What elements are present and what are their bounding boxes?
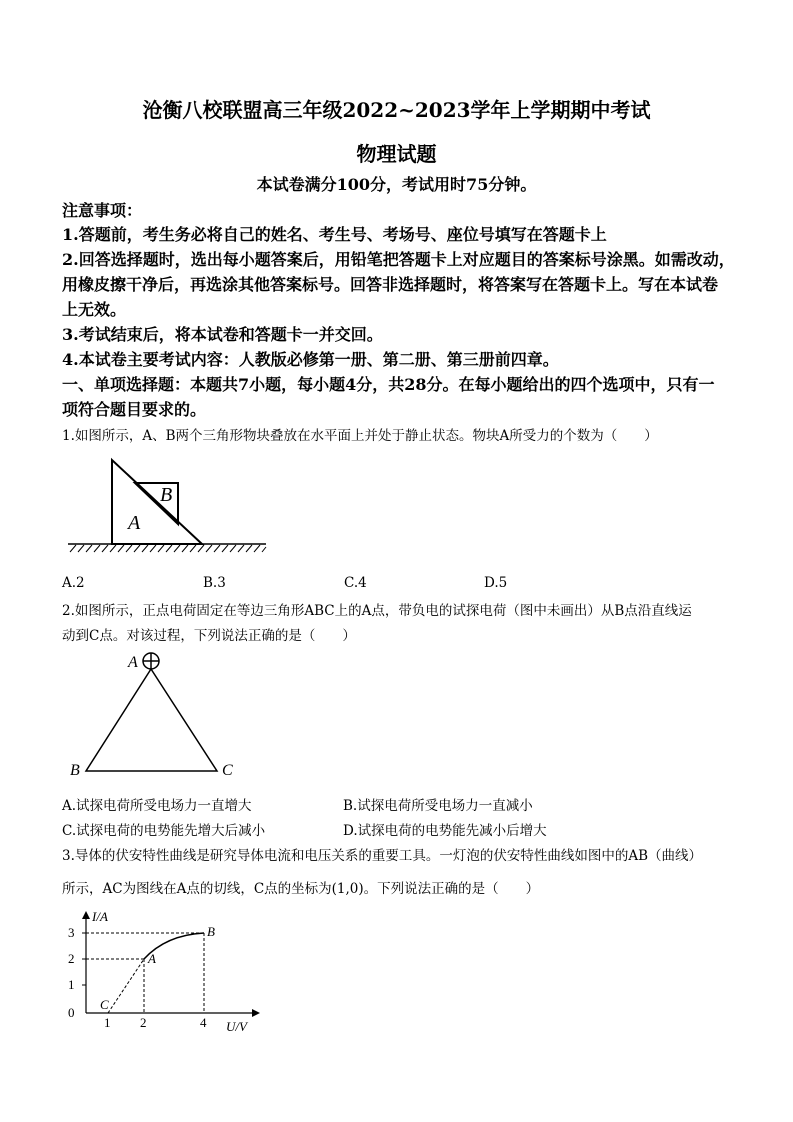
x-tick-4: 4 — [200, 1015, 207, 1030]
q2-option-c: C.试探电荷的电势能先增大后减小 — [62, 823, 266, 839]
q2-stem-line2: 动到C点。对该过程，下列说法正确的是（ ） — [62, 628, 356, 644]
note-item-4: 4.本试卷主要考试内容：人教版必修第一册、第二册、第三册前四章。 — [62, 350, 559, 369]
section-heading-cont: 项符合题目要求的。 — [62, 400, 207, 419]
q1-option-d: D.5 — [484, 575, 508, 591]
q2-option-d: D.试探电荷的电势能先减小后增大 — [343, 823, 547, 839]
ground-hatching — [68, 544, 266, 552]
subject-title: 物理试题 — [356, 142, 437, 166]
note-item-2-cont: 用橡皮擦干净后，再选涂其他答案标号。回答非选择题时，将答案写在答题卡上。写在本试卷 — [62, 275, 719, 294]
label-c: C — [222, 762, 233, 779]
origin-label: 0 — [68, 1005, 75, 1020]
x-axis-label: U/V — [226, 1019, 247, 1033]
note-item-2-end: 上无效。 — [62, 300, 127, 319]
y-tick-3: 3 — [68, 925, 75, 940]
q1-stem: 1.如图所示，A、B两个三角形物块叠放在水平面上并处于静止状态。物块A所受力的个数为（ ） — [62, 428, 658, 444]
q1-option-c: C.4 — [344, 575, 367, 591]
q3-stem-line2: 所示，AC为图线在A点的切线，C点的坐标为(1,0)。下列说法正确的是（ ） — [62, 881, 540, 897]
q2-figure — [62, 645, 252, 785]
note-item-3: 3.考试结束后，将本试卷和答题卡一并交回。 — [62, 325, 383, 344]
point-c-label: C — [100, 997, 109, 1012]
x-tick-1: 1 — [104, 1015, 111, 1030]
y-axis-label: I/A — [92, 909, 108, 924]
section-heading: 一、单项选择题：本题共7小题，每小题4分，共28分。在每小题给出的四个选项中，只有一 — [62, 375, 715, 394]
triangle-abc — [86, 669, 217, 771]
note-item-1: 1.答题前，考生务必将自己的姓名、考生号、考场号、座位号填写在答题卡上 — [62, 225, 607, 244]
y-tick-2: 2 — [68, 951, 75, 966]
point-b-label: B — [207, 924, 215, 939]
q2-option-b: B.试探电荷所受电场力一直减小 — [343, 798, 533, 814]
q1-option-b: B.3 — [203, 575, 226, 591]
q3-iv-graph — [62, 905, 272, 1033]
q2-stem-line1: 2.如图所示，正点电荷固定在等边三角形ABC上的A点，带负电的试探电荷（图中未画出）从B点沿直线运 — [62, 603, 692, 619]
label-a: A — [128, 654, 138, 671]
exam-info: 本试卷满分100分，考试用时75分钟。 — [256, 175, 537, 194]
point-a-label: A — [148, 951, 156, 966]
block-a — [112, 460, 202, 544]
label-b: B — [70, 762, 80, 779]
q3-stem-line1: 3.导体的伏安特性曲线是研究导体电流和电压关系的重要工具。一灯泡的伏安特性曲线如图中的AB（曲线） — [62, 848, 703, 864]
tangent-ac — [108, 959, 144, 1013]
label-a: A — [128, 512, 141, 534]
q2-option-a: A.试探电荷所受电场力一直增大 — [62, 798, 252, 814]
q1-option-a: A.2 — [62, 575, 85, 591]
note-item-2: 2.回答选择题时，选出每小题答案后，用铅笔把答题卡上对应题目的答案标号涂黑。如需改动， — [62, 250, 735, 269]
notes-heading: 注意事项： — [62, 201, 143, 220]
exam-title: 沧衡八校联盟高三年级2022~2023学年上学期期中考试 — [142, 98, 651, 122]
x-tick-2: 2 — [140, 1015, 147, 1030]
y-tick-1: 1 — [68, 977, 75, 992]
q1-figure — [62, 455, 272, 560]
label-b: B — [160, 484, 173, 506]
